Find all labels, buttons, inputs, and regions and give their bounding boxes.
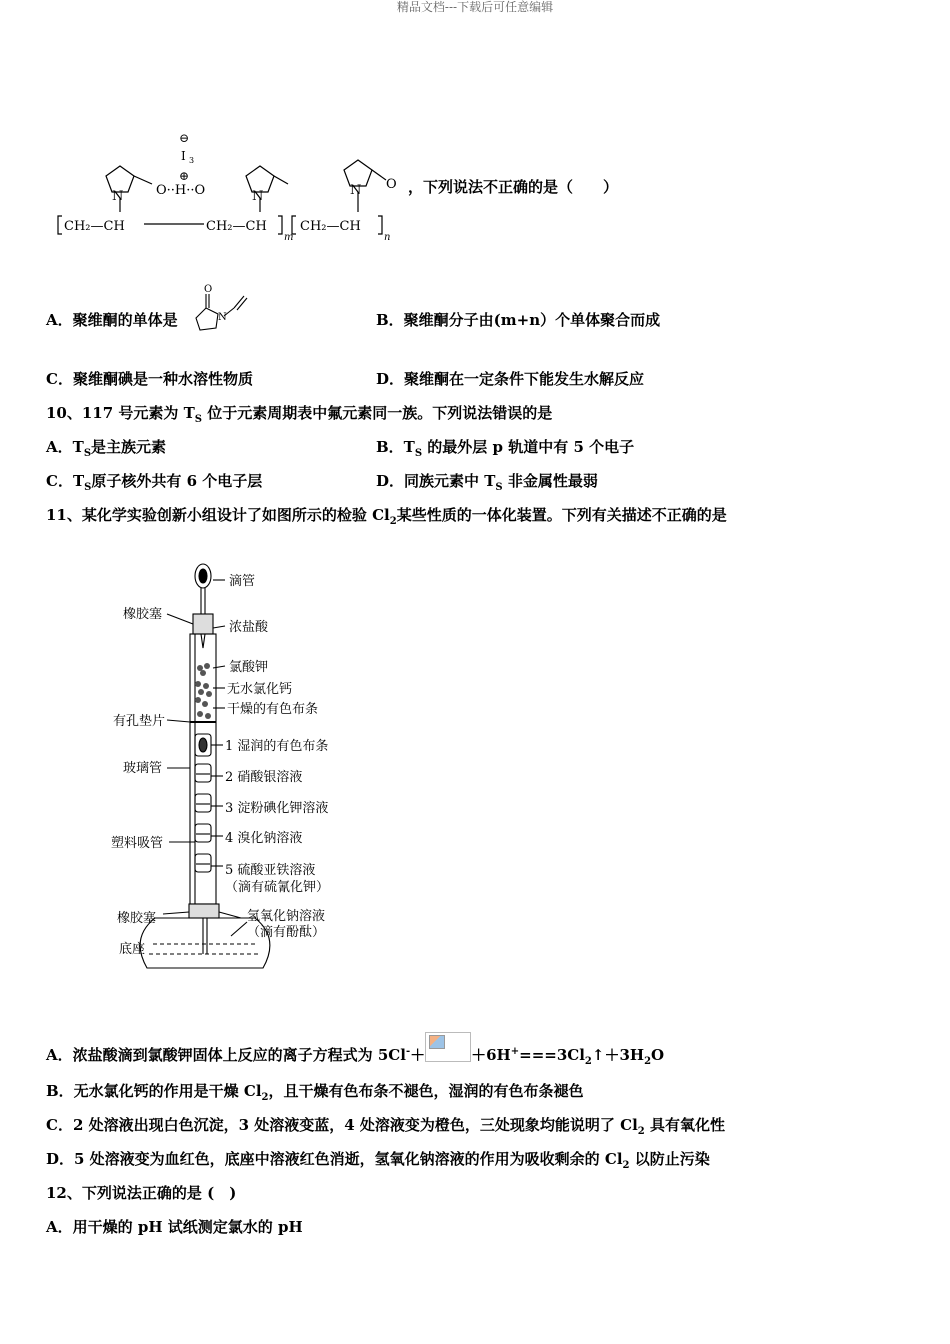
- label-wet-cloth: 1 湿润的有色布条: [225, 739, 329, 754]
- label-base: 底座: [119, 942, 146, 957]
- q11-option-d: D．5 处溶液变为血红色，底座中溶液红色消逝，氢氧化钠溶液的作用为吸收剩余的 $Cl_2$ 以防止污染: [46, 1150, 710, 1171]
- label-kclo3: 氯酸钾: [229, 660, 269, 675]
- label-rubber-stopper-top: 橡胶塞: [123, 607, 163, 622]
- label-agno3: 2 硝酸银溶液: [225, 770, 303, 785]
- n-atom-2: N: [252, 189, 264, 204]
- i3-label: I: [181, 149, 186, 163]
- monomer-o: O: [204, 284, 213, 295]
- label-dry-cloth: 干燥的有色布条: [227, 702, 319, 717]
- label-perforated-pad: 有孔垫片: [113, 714, 166, 729]
- n-atom-1: N: [112, 189, 124, 204]
- label-cacl2: 无水氯化钙: [227, 682, 293, 697]
- chlorine-apparatus-diagram: [105, 558, 365, 994]
- q11-option-b: B．无水氯化钙的作用是干燥 $Cl_2$，且干燥有色布条不褪色，湿润的有色布条褪色: [46, 1082, 584, 1103]
- chain-unit-2: CH₂—CH: [206, 219, 267, 234]
- n-atom-3: N: [350, 183, 362, 198]
- label-starch-ki: 3 淀粉碘化钾溶液: [225, 801, 329, 816]
- broken-image-icon: [425, 1032, 471, 1062]
- monomer-n: N: [218, 312, 227, 323]
- chain-unit-1: CH₂—CH: [64, 219, 125, 234]
- q10-option-c: C．$T_S$原子核外共有 6 个电子层: [46, 472, 263, 493]
- label-naoh-note: （滴有酚酞）: [247, 925, 326, 940]
- q9-option-a: A．聚维酮的单体是: [46, 311, 178, 329]
- label-feso4: 5 硫酸亚铁溶液: [225, 863, 316, 878]
- label-naoh: 氢氧化钠溶液: [247, 909, 326, 924]
- iodide-charge: ⊖: [178, 131, 190, 145]
- label-feso4-note: （滴有硫氰化钾）: [225, 880, 330, 895]
- page-header: 精品文档---下载后可任意编辑: [396, 0, 554, 14]
- q11-stem: 11、某化学实验创新小组设计了如图所示的检验 $Cl_2$某些性质的一体化装置。下列有关描述不正确的是: [46, 506, 727, 527]
- q9-stem: ，下列说法不正确的是（ ）: [408, 178, 619, 196]
- vinylpyrrolidone-monomer: [188, 280, 258, 344]
- label-glass-tube: 玻璃管: [123, 761, 163, 776]
- label-nabr: 4 溴化钠溶液: [225, 831, 303, 846]
- o-atom-3: O: [386, 177, 397, 192]
- proton-charge: ⊕: [178, 169, 190, 183]
- q10-option-b: B．$T_S$ 的最外层 p 轨道中有 5 个电子: [376, 438, 635, 459]
- q9-option-c: C．聚维酮碘是一种水溶性物质: [46, 370, 253, 388]
- label-plastic-straw: 塑料吸管: [111, 836, 164, 851]
- q10-stem: 10、117 号元素为 $T_S$ 位于元素周期表中氟元素同一族。下列说法错误的是: [46, 404, 553, 425]
- label-dropper: 滴管: [229, 574, 256, 589]
- label-conc-hcl: 浓盐酸: [229, 620, 269, 635]
- q11-option-c: C．2 处溶液出现白色沉淀，3 处溶液变蓝，4 处溶液变为橙色，三处现象均能说明了 $Cl_2$ 具有氧化性: [46, 1116, 725, 1137]
- q11-option-a: A．浓盐酸滴到氯酸钾固体上反应的离子方程式为 5Cl-＋ $+6H^+===3Cl_2↑+3H_2O$: [46, 1032, 664, 1072]
- q10-option-a: A．$T_S$是主族元素: [46, 438, 167, 459]
- q10-option-d: D．同族元素中 $T_S$ 非金属性最弱: [376, 472, 598, 493]
- q9-option-b: B．聚维酮分子由(m+n）个单体聚合而成: [376, 311, 661, 329]
- subscript-m: m: [284, 232, 294, 243]
- chain-unit-3: CH₂—CH: [300, 219, 361, 234]
- i3-sub: 3: [189, 156, 195, 165]
- label-rubber-stopper-bottom: 橡胶塞: [117, 911, 157, 926]
- povidone-iodine-structure: [56, 128, 416, 247]
- hydrogen-bond: O··H··O: [156, 183, 206, 198]
- q12-option-a: A．用干燥的 pH 试纸测定氯水的 pH: [46, 1218, 303, 1236]
- subscript-n: n: [384, 232, 391, 243]
- q12-stem: 12、下列说法正确的是 ( ): [46, 1184, 237, 1202]
- q9-option-d: D．聚维酮在一定条件下能发生水解反应: [376, 370, 645, 388]
